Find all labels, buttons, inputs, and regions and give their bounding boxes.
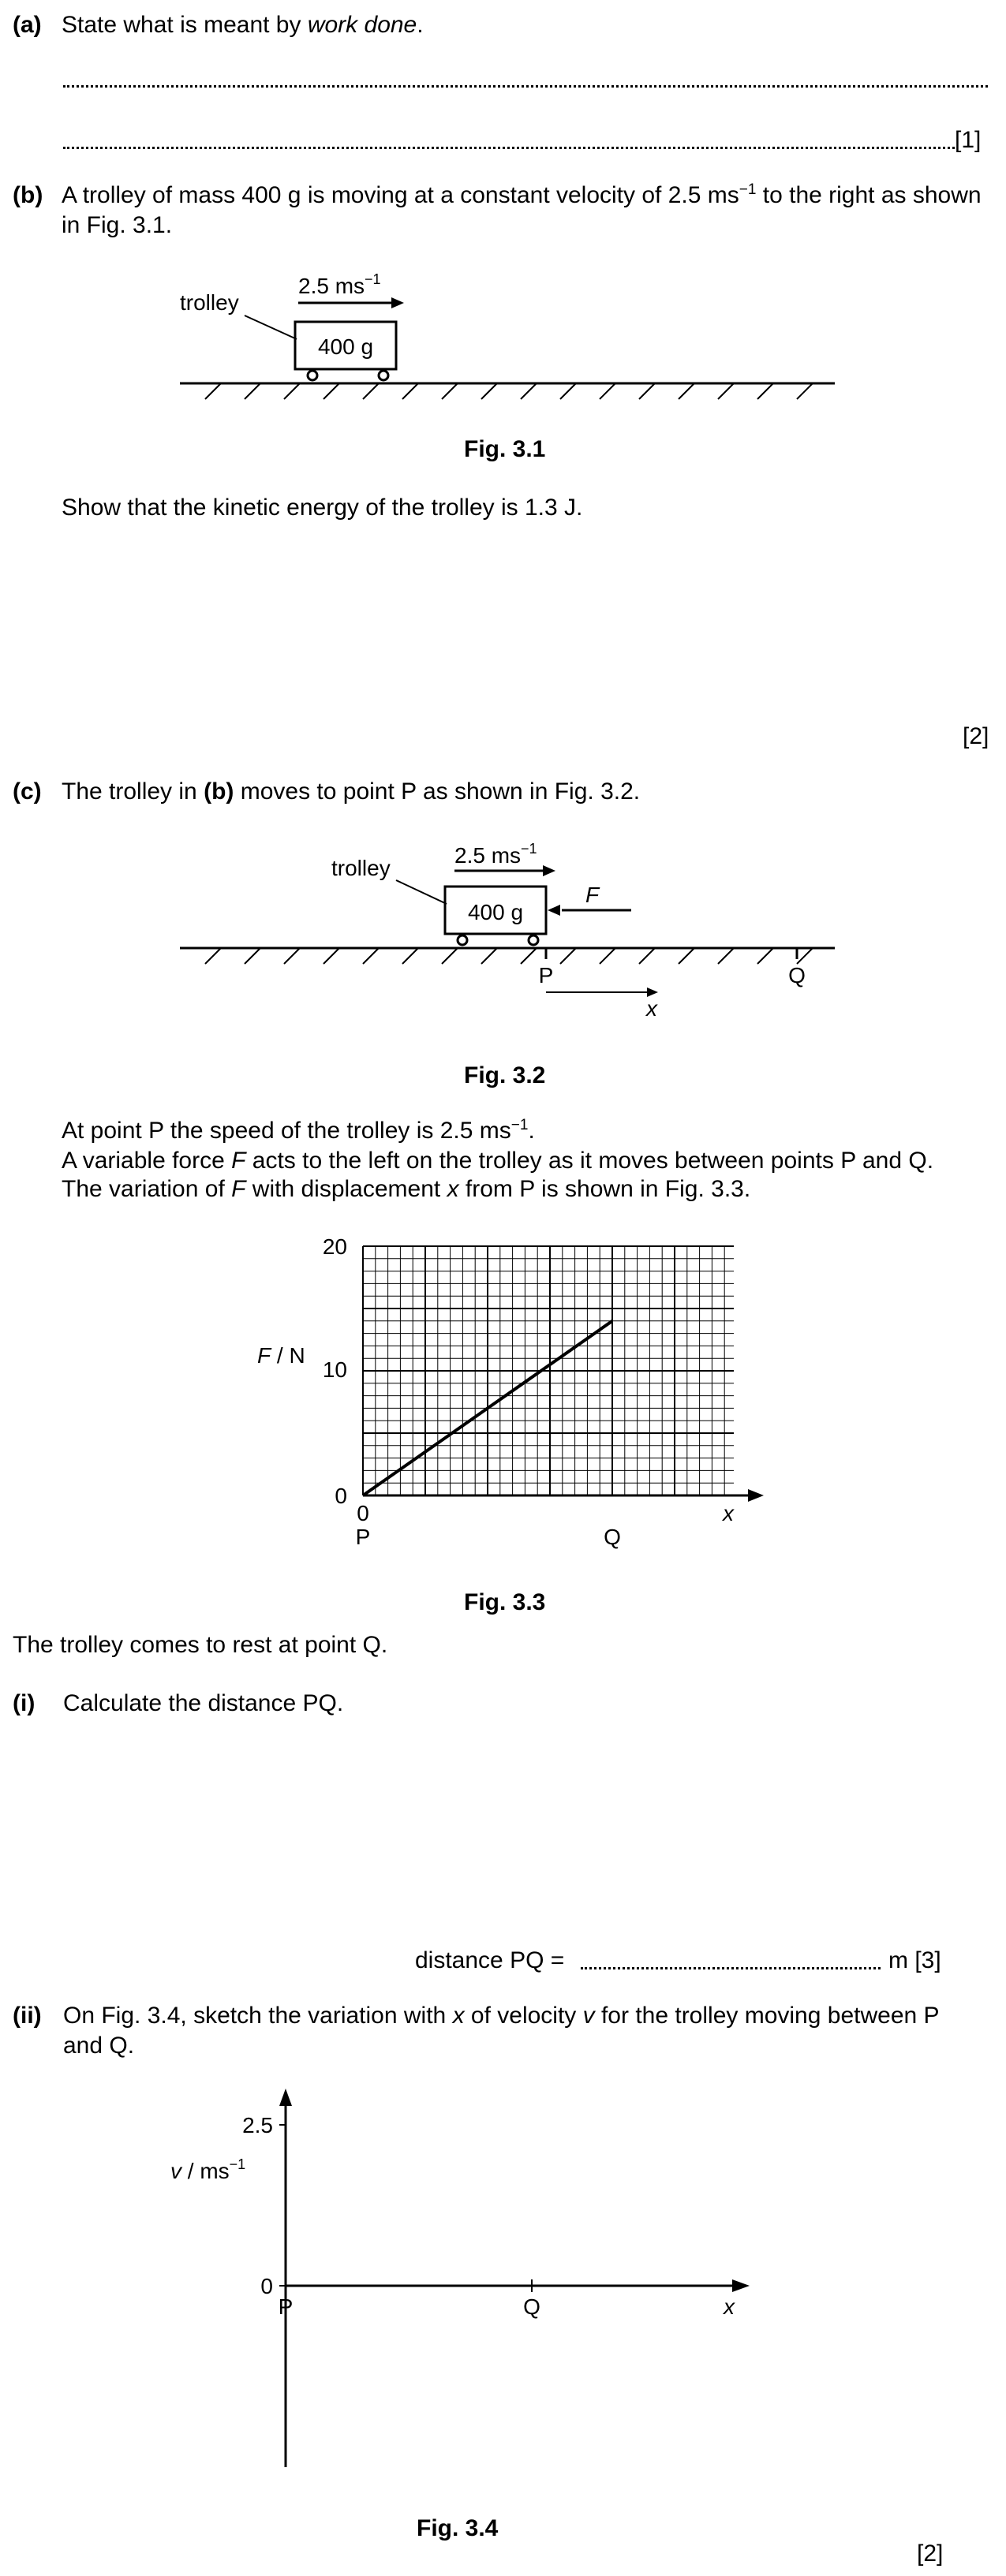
part-b-question-line2: in Fig. 3.1. [62, 212, 173, 238]
fig-3-2-caption: Fig. 3.2 [464, 1062, 546, 1088]
trolley-label: trolley [180, 290, 239, 315]
point-p-label: P [538, 963, 554, 987]
distance-pq-prefix: distance PQ = [415, 1947, 565, 1973]
x-axis-34-arrow [732, 2279, 750, 2292]
v-axis-arrow [279, 2089, 292, 2106]
part-ii-question-line1: On Fig. 3.4, sketch the variation with x of velocity v for the trolley moving between P [63, 2003, 940, 2029]
velocity-label-2: 2.5 $ms^{-1}$ [454, 841, 537, 868]
rest-text: The trolley comes to rest at point Q. [13, 1632, 388, 1658]
y-tick-0: 0 [335, 1484, 347, 1508]
y-axis-label: F / N [257, 1343, 305, 1368]
q-label-34: Q [523, 2294, 540, 2319]
part-b-marks: [2] [963, 723, 989, 749]
part-c-line3: The variation of F with displacement x from P is shown in Fig. 3.3. [62, 1176, 751, 1202]
part-ii-question-line2: and Q. [63, 2033, 135, 2059]
trolley-mass-label: 400 g [317, 334, 374, 359]
part-i-label: (i) [13, 1690, 36, 1716]
part-a-question: State what is meant by work done. [62, 12, 424, 38]
force-label: F [585, 883, 600, 907]
fig-3-3-caption: Fig. 3.3 [464, 1589, 546, 1615]
y-tick-10: 10 [322, 1357, 347, 1382]
point-q-label: Q [788, 963, 806, 987]
part-b-show-that: Show that the kinetic energy of the trolley is 1.3 J. [62, 495, 583, 521]
part-b-question-line1: A trolley of mass 400 g is moving at a constant velocity of 2.5 $ms^{-1}$ to the right as shown [62, 181, 982, 208]
displacement-label: x [646, 996, 657, 1021]
part-c-line2: A variable force F acts to the left on the trolley as it moves between points P and Q. [62, 1148, 934, 1174]
trolley-mass-label-2: 400 g [467, 900, 524, 924]
part-a-marks: [1] [955, 127, 982, 153]
v-tick-label-zero: 0 [260, 2274, 273, 2298]
fig-3-4-caption: Fig. 3.4 [417, 2515, 499, 2541]
part-ii-label: (ii) [13, 2003, 42, 2029]
x-label-34: x [724, 2294, 735, 2319]
fig-3-1-caption: Fig. 3.1 [464, 436, 546, 462]
x-tick-0: 0 [357, 1501, 369, 1525]
part-ii-marks: [2] [917, 2541, 944, 2567]
v-tick-label-top: 2.5 [242, 2113, 273, 2137]
part-c-question: The trolley in (b) moves to point P as shown in Fig. 3.2. [62, 778, 641, 805]
y-tick-20: 20 [322, 1234, 347, 1259]
part-c-line1: At point P the speed of the trolley is 2.5 $ms^{-1}$. [62, 1117, 535, 1144]
p-label-34: P [278, 2294, 294, 2319]
x-axis-label: x [723, 1501, 734, 1525]
x-q-label: Q [604, 1525, 621, 1549]
part-i-marks: m [3] [888, 1947, 941, 1973]
trolley-label-2: trolley [331, 856, 391, 880]
part-a-label: (a) [13, 12, 42, 38]
part-b-label: (b) [13, 182, 43, 208]
v-axis-label: v / $ms^{-1}$ [170, 2156, 246, 2183]
part-i-question: Calculate the distance PQ. [63, 1690, 344, 1716]
velocity-label: 2.5 $ms^{-1}$ [298, 271, 381, 298]
x-p-label: P [355, 1525, 371, 1549]
part-c-label: (c) [13, 778, 42, 805]
